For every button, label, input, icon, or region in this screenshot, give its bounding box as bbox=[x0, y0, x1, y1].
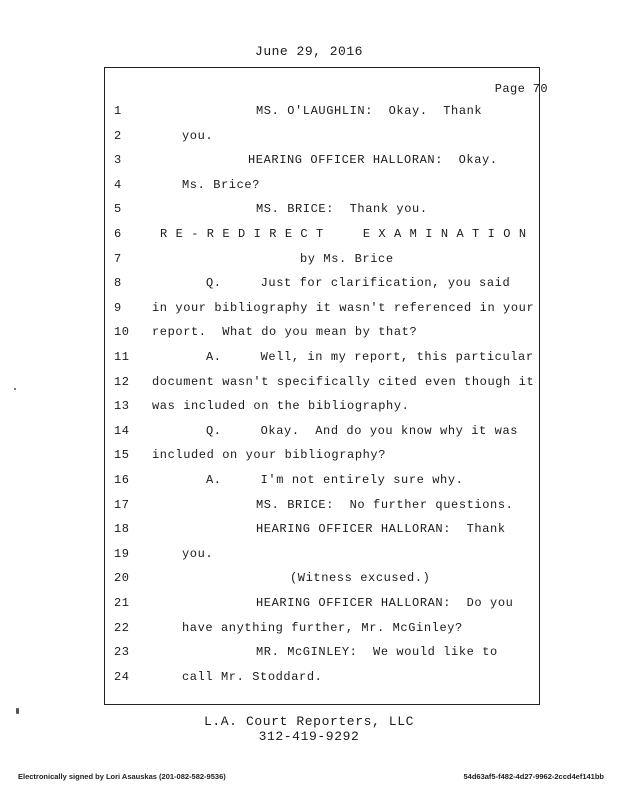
transcript-line bbox=[0, 129, 618, 149]
transcript-line bbox=[0, 596, 618, 616]
line-number: 22 bbox=[114, 620, 130, 635]
transcript-line bbox=[0, 227, 618, 247]
line-number: 6 bbox=[114, 227, 122, 241]
transcript-line bbox=[0, 399, 618, 419]
scan-speck bbox=[14, 388, 16, 390]
line-text: document wasn't specifically cited even though it bbox=[152, 374, 535, 389]
line-text: Q. Okay. And do you know why it was bbox=[206, 423, 519, 438]
line-number: 4 bbox=[114, 177, 122, 192]
transcript-line bbox=[0, 498, 618, 518]
line-text: MS. BRICE: Thank you. bbox=[256, 202, 428, 217]
line-number: 23 bbox=[114, 645, 130, 660]
transcript-line bbox=[0, 645, 618, 665]
line-number: 15 bbox=[114, 448, 130, 463]
line-number: 2 bbox=[114, 128, 122, 143]
line-number: 1 bbox=[114, 104, 122, 118]
line-text: in your bibliography it wasn't referenced in your bbox=[152, 300, 535, 315]
line-text: MS. O'LAUGHLIN: Okay. Thank bbox=[256, 104, 483, 118]
line-number: 14 bbox=[114, 423, 130, 438]
line-number: 21 bbox=[114, 596, 130, 610]
line-number: 10 bbox=[114, 325, 130, 340]
line-text: included on your bibliography? bbox=[152, 448, 387, 463]
line-text: MS. BRICE: No further questions. bbox=[256, 497, 514, 512]
footer-phone: 312-419-9292 bbox=[258, 729, 360, 744]
line-text: A. Well, in my report, this particular bbox=[206, 350, 534, 364]
transcript-line bbox=[0, 670, 618, 690]
line-text: A. I'm not entirely sure why. bbox=[206, 473, 464, 487]
line-text: have anything further, Mr. McGinley? bbox=[182, 620, 463, 635]
transcript-line bbox=[0, 473, 618, 493]
line-text: HEARING OFFICER HALLORAN: Okay. bbox=[248, 153, 498, 168]
transcript-line bbox=[0, 522, 618, 542]
transcript-line bbox=[0, 202, 618, 222]
line-number: 9 bbox=[114, 300, 122, 315]
line-text: HEARING OFFICER HALLORAN: Thank bbox=[256, 522, 506, 537]
signature-id: 54d63af5-f482-4d27-9962-2ccd4ef141bb bbox=[463, 772, 604, 781]
transcript-line bbox=[0, 153, 618, 173]
line-number: 24 bbox=[114, 669, 130, 684]
line-text: R E - R E D I R E C T E X A M I N A T I O N bbox=[160, 227, 527, 241]
header-date: June 29, 2016 bbox=[255, 44, 363, 59]
transcript-line bbox=[0, 325, 618, 345]
transcript-line bbox=[0, 424, 618, 444]
line-number: 16 bbox=[114, 473, 130, 487]
line-text: HEARING OFFICER HALLORAN: Do you bbox=[256, 596, 514, 610]
line-text: you. bbox=[182, 546, 214, 561]
transcript-line bbox=[0, 547, 618, 567]
transcript-line bbox=[0, 104, 618, 124]
line-text: Ms. Brice? bbox=[182, 177, 261, 192]
line-number: 19 bbox=[114, 546, 130, 561]
transcript-line bbox=[0, 301, 618, 321]
line-text: MR. McGINLEY: We would like to bbox=[256, 645, 498, 660]
transcript-line bbox=[0, 375, 618, 395]
line-text: (Witness excused.) bbox=[290, 571, 431, 586]
line-text: call Mr. Stoddard. bbox=[182, 669, 323, 684]
transcript-line bbox=[0, 571, 618, 591]
footer-firm: L.A. Court Reporters, LLC bbox=[203, 714, 415, 729]
line-number: 7 bbox=[114, 251, 122, 266]
line-number: 8 bbox=[114, 276, 122, 291]
line-number: 13 bbox=[114, 399, 130, 414]
line-number: 20 bbox=[114, 571, 130, 586]
page-number: Page 70 bbox=[494, 82, 548, 96]
scan-speck bbox=[16, 708, 19, 714]
transcript-line bbox=[0, 178, 618, 198]
line-number: 11 bbox=[114, 350, 130, 364]
transcript-line bbox=[0, 276, 618, 296]
line-text: you. bbox=[182, 128, 214, 143]
transcript-line bbox=[0, 252, 618, 272]
line-text: by Ms. Brice bbox=[300, 251, 394, 266]
line-number: 18 bbox=[114, 522, 130, 537]
transcript-line bbox=[0, 448, 618, 468]
line-number: 3 bbox=[114, 153, 122, 168]
line-text: was included on the bibliography. bbox=[152, 399, 410, 414]
transcript-line bbox=[0, 621, 618, 641]
line-text: Q. Just for clarification, you said bbox=[206, 276, 511, 291]
line-text: report. What do you mean by that? bbox=[152, 325, 418, 340]
line-number: 17 bbox=[114, 497, 130, 512]
line-number: 12 bbox=[114, 374, 130, 389]
signature-left: Electronically signed by Lori Asauskas (201-082-582-9536) bbox=[18, 772, 226, 781]
line-number: 5 bbox=[114, 202, 122, 217]
transcript-line bbox=[0, 350, 618, 370]
